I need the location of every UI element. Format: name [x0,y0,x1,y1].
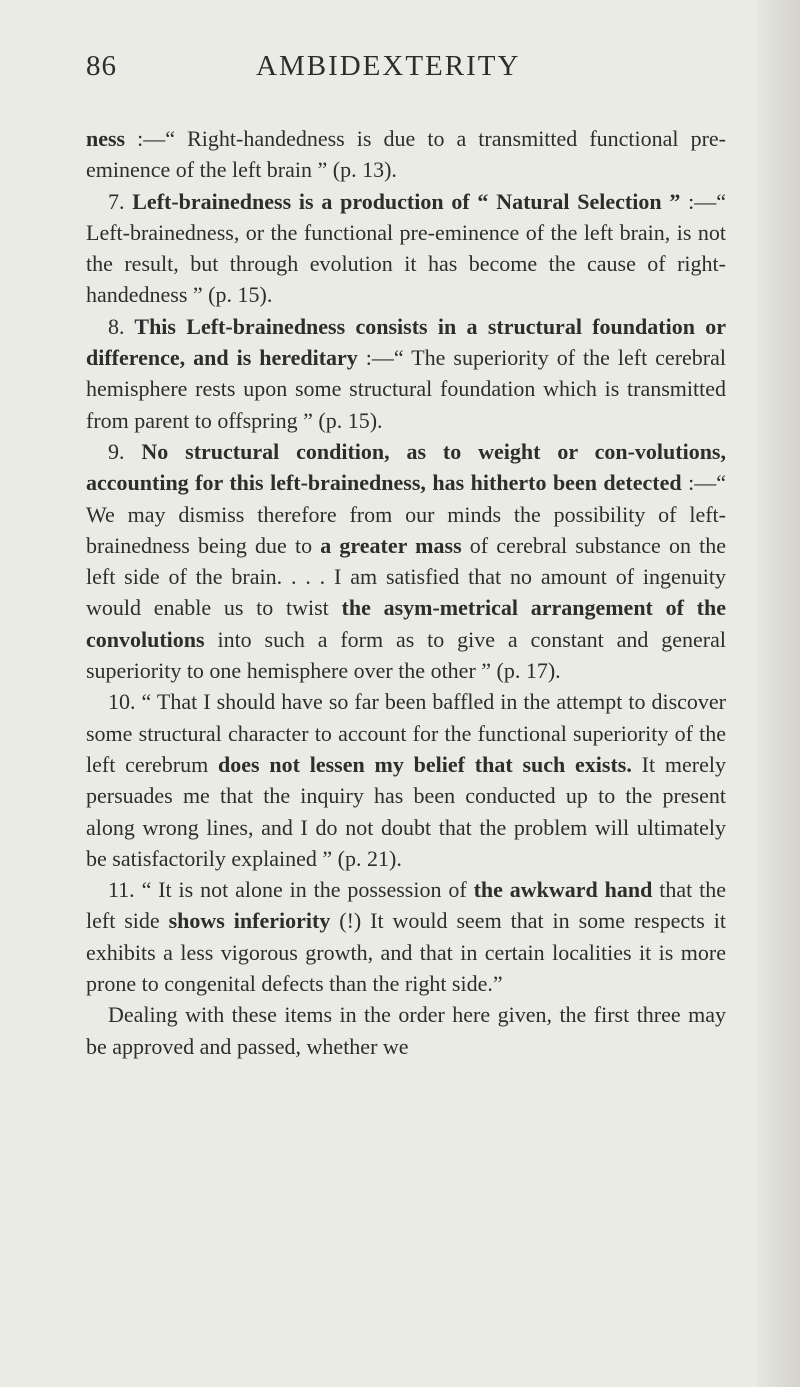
bold-phrase: a greater mass [320,532,462,558]
paragraph-text: :—“ Right-handedness is due to a transmitted functional pre-eminence of the left brain ” (p. 13). [86,126,726,183]
paragraph-text: into such a form as to give a constant and general superiority to one hemisphere over the other ” (p. 17). [86,626,726,684]
paragraph-text: It merely persuades me that the inquiry has been conducted up to the present along wrong lines, and I do not doubt that the problem will ultimately be satisfactorily explained ” (p. 21). [86,751,726,871]
paragraph-text: of cerebral substance on the left side of the brain. . . . I am satisfied that no amount of ingenuity would enable us to twist [86,532,727,621]
bold-lead: Left-brainedness is a production of “ Natural Selection ” [124,188,681,214]
numbered-item-11 [86,874,726,999]
closing-paragraph [86,999,726,1062]
paragraph-text: “ That I should have so far been baffled in the attempt to discover some structural character to account for the functional superiority of the left cerebrum [86,689,726,777]
body-text [86,123,726,1062]
bold-phrase: the asym-metrical arrangement of the convolutions [86,595,726,652]
numbered-item-7 [86,186,726,311]
bold-phrase: the awkward hand [473,877,653,903]
numbered-item-9 [86,436,726,686]
bold-lead: This Left-brainedness consists in a structural foundation or difference, and is hereditary [86,313,726,371]
paragraph-text: “ It is not alone in the possession of [134,877,474,903]
paragraph-text: Dealing with these items in the order here given, the first three may be approved and passed, whether we [86,1002,726,1059]
item-number: 7. [108,188,125,214]
item-number: 8. [108,313,125,339]
item-number: 11. [108,877,135,903]
paragraph-continuation [86,123,726,186]
bold-lead: ness [86,126,126,151]
item-number: 10. [108,689,136,715]
paragraph-text: :—“ Left-brainedness, or the functional pre-eminence of the left brain, is not the result, but through evolution it has become the cause of right-handedness ” (p. 15). [86,188,726,308]
numbered-item-8 [86,311,726,436]
page-edge-shadow [758,0,800,1387]
paragraph-text: that the left side [86,877,727,934]
paragraph-text: :—“ The superiority of the left cerebral hemisphere rests upon some structural foundation which is transmitted from parent to offspring ” (p. 15). [86,345,726,433]
numbered-item-10 [86,686,726,874]
running-title: AMBIDEXTERITY [256,50,521,82]
bold-phrase: does not lessen my belief that such exists. [217,751,632,777]
item-number: 9. [108,438,125,464]
running-header [86,50,726,90]
paragraph-text: :—“ We may dismiss therefore from our minds the possibility of left-brainedness being due to [86,470,726,558]
bold-lead: No structural condition, as to weight or con-volutions, accounting for this left-brainedness, has hitherto been detected [86,438,726,496]
page-number: 86 [86,50,117,82]
bold-phrase: shows inferiority [168,908,331,934]
paragraph-text: (!) It would seem that in some respects it exhibits a less vigorous growth, and that in certain localities it is more prone to congenital defects than the right side.” [86,908,726,997]
